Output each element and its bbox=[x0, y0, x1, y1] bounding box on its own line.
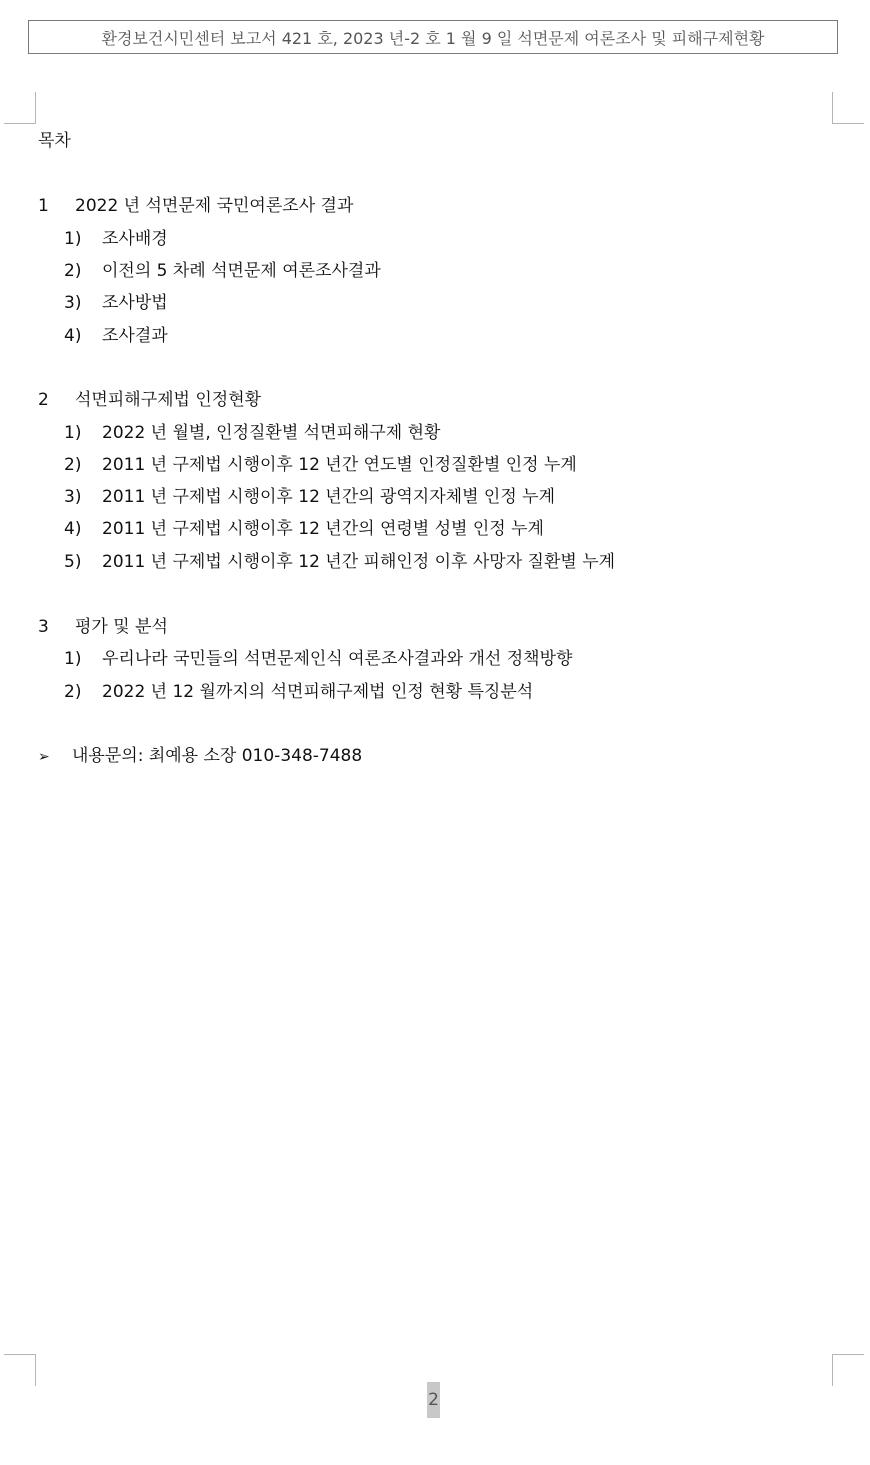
toc-item-2-1[interactable] bbox=[64, 422, 440, 444]
toc-item-2-5[interactable] bbox=[64, 551, 615, 573]
toc-item-text: 우리나라 국민들의 석면문제인식 여론조사결과와 개선 정책방향 bbox=[102, 649, 573, 669]
toc-item-text: 조사방법 bbox=[102, 293, 168, 313]
toc-item-1-3[interactable] bbox=[64, 292, 168, 314]
toc-item-text: 이전의 5 차례 석면문제 여론조사결과 bbox=[102, 261, 381, 281]
toc-item-2-2[interactable] bbox=[64, 454, 577, 476]
crop-mark-bottom-right bbox=[832, 1354, 864, 1386]
toc-section-number: 1 bbox=[38, 196, 49, 216]
arrowhead-bullet-icon: ➢ bbox=[38, 749, 50, 765]
toc-section-2[interactable] bbox=[38, 389, 261, 411]
running-header-text: 환경보건시민센터 보고서 421 호, 2023 년-2 호 1 월 9 일 석면문제 여론조사 및 피해구제현황 bbox=[101, 28, 765, 48]
toc-item-number: 1) bbox=[64, 649, 82, 669]
running-header bbox=[28, 20, 838, 54]
toc-section-number: 2 bbox=[38, 390, 49, 410]
toc-item-number: 3) bbox=[64, 293, 82, 313]
toc-item-text: 2011 년 구제법 시행이후 12 년간 연도별 인정질환별 인정 누계 bbox=[102, 455, 577, 475]
toc-item-1-2[interactable] bbox=[64, 260, 381, 282]
toc-item-number: 2) bbox=[64, 682, 82, 702]
toc-item-1-4[interactable] bbox=[64, 325, 168, 347]
toc-item-2-3[interactable] bbox=[64, 486, 555, 508]
toc-item-number: 1) bbox=[64, 423, 82, 443]
toc-item-3-2[interactable] bbox=[64, 681, 533, 703]
toc-item-text: 2022 년 12 월까지의 석면피해구제법 인정 현황 특징분석 bbox=[102, 682, 534, 702]
toc-item-2-4[interactable] bbox=[64, 518, 544, 540]
crop-mark-bottom-left bbox=[4, 1354, 36, 1386]
toc-item-text: 2011 년 구제법 시행이후 12 년간의 연령별 성별 인정 누계 bbox=[102, 519, 544, 539]
toc-item-text: 조사배경 bbox=[102, 229, 168, 249]
toc-section-title: 석면피해구제법 인정현황 bbox=[75, 390, 262, 410]
contact-line bbox=[38, 745, 362, 768]
contact-text: 내용문의: 최예용 소장 010-348-7488 bbox=[72, 746, 363, 766]
crop-mark-top-left bbox=[4, 92, 36, 124]
toc-title: 목차 bbox=[38, 131, 71, 151]
page-number: 2 bbox=[427, 1382, 440, 1418]
toc-item-text: 2011 년 구제법 시행이후 12 년간 피해인정 이후 사망자 질환별 누계 bbox=[102, 552, 616, 572]
toc-section-1[interactable] bbox=[38, 195, 353, 217]
toc-item-1-1[interactable] bbox=[64, 228, 168, 250]
toc-item-number: 4) bbox=[64, 326, 82, 346]
toc-item-number: 4) bbox=[64, 519, 82, 539]
toc-section-title: 2022 년 석면문제 국민여론조사 결과 bbox=[75, 196, 354, 216]
toc-item-number: 1) bbox=[64, 229, 82, 249]
toc-item-number: 2) bbox=[64, 455, 82, 475]
toc-item-text: 조사결과 bbox=[102, 326, 168, 346]
toc-item-number: 2) bbox=[64, 261, 82, 281]
toc-section-number: 3 bbox=[38, 617, 49, 637]
toc-section-title: 평가 및 분석 bbox=[75, 617, 168, 637]
toc-item-text: 2011 년 구제법 시행이후 12 년간의 광역지자체별 인정 누계 bbox=[102, 487, 555, 507]
toc-item-text: 2022 년 월별, 인정질환별 석면피해구제 현황 bbox=[102, 423, 441, 443]
toc-item-number: 5) bbox=[64, 552, 82, 572]
toc-item-number: 3) bbox=[64, 487, 82, 507]
toc-section-3[interactable] bbox=[38, 616, 168, 638]
toc-item-3-1[interactable] bbox=[64, 648, 572, 670]
crop-mark-top-right bbox=[832, 92, 864, 124]
